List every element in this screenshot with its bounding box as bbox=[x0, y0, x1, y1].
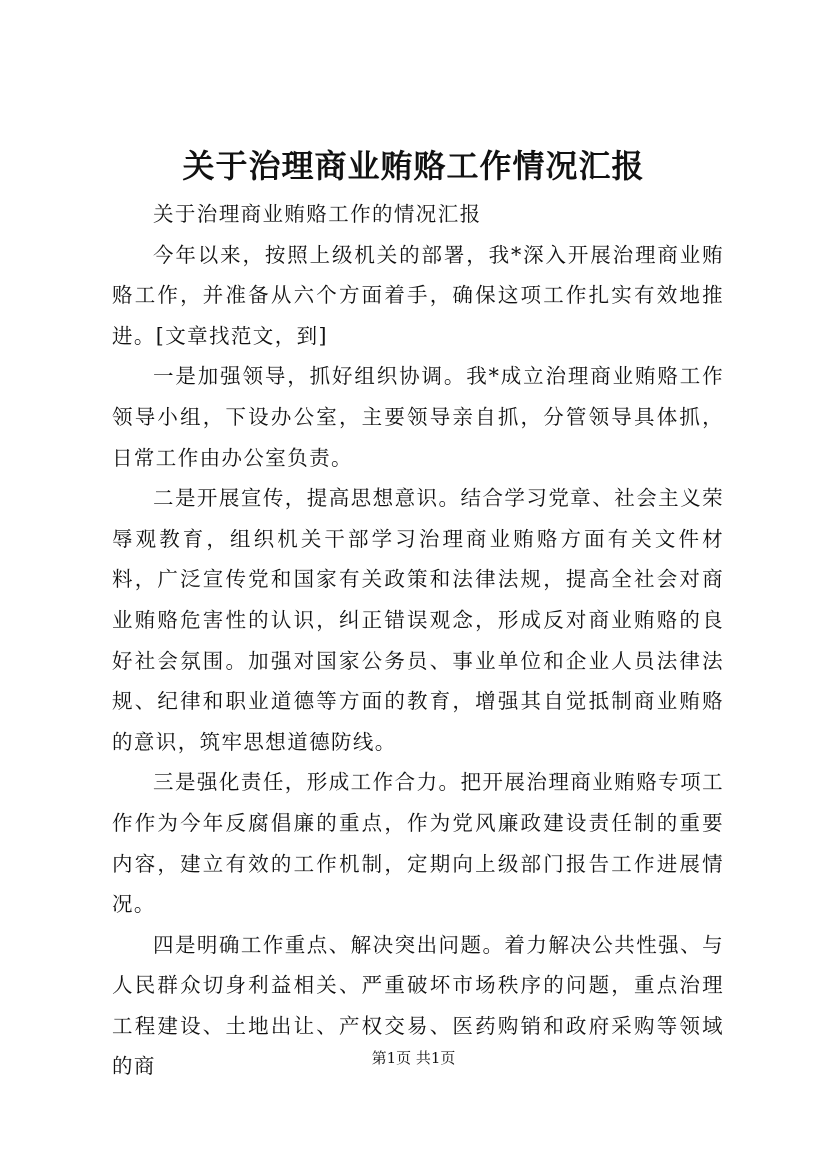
paragraph-intro: 今年以来，按照上级机关的部署，我*深入开展治理商业贿赂工作，并准备从六个方面着手，确保这项工作扎实有效地推进。[文章找范文，到] bbox=[112, 242, 724, 348]
paragraph-point-3: 三是强化责任，形成工作合力。把开展治理商业贿赂专项工作作为今年反腐倡廉的重点，作为党风廉政建设责任制的重要内容，建立有效的工作机制，定期向上级部门报告工作进展情况。 bbox=[112, 770, 724, 917]
page-number-footer: 第1页 共1页 bbox=[371, 1049, 456, 1067]
paragraph-subtitle: 关于治理商业贿赂工作的情况汇报 bbox=[153, 202, 482, 226]
paragraph-point-1: 一是加强领导，抓好组织协调。我*成立治理商业贿赂工作领导小组，下设办公室，主要领导亲自抓，分管领导具体抓，日常工作由办公室负责。 bbox=[112, 364, 724, 470]
paragraph-point-4: 四是明确工作重点、解决突出问题。着力解决公共性强、与人民群众切身利益相关、严重破坏市场秩序的问题，重点治理工程建设、土地出让、产权交易、医药购销和政府采购等领域的商 bbox=[112, 932, 724, 1079]
document-title: 关于治理商业贿赂工作情况汇报 bbox=[182, 147, 645, 185]
paragraph-point-2: 二是开展宣传，提高思想意识。结合学习党章、社会主义荣辱观教育，组织机关干部学习治理商业贿赂方面有关文件材料，广泛宣传党和国家有关政策和法律法规，提高全社会对商业贿赂危害性的认识，纠正错误观念，形成反对商业贿赂的良好社会氛围。加强对国家公务员、事业单位和企业人员法律法规、纪律和职业道德等方面的教育，增强其自觉抵制商业贿赂的意识，筑牢思想道德防线。 bbox=[112, 486, 724, 754]
document-body bbox=[112, 194, 724, 1087]
